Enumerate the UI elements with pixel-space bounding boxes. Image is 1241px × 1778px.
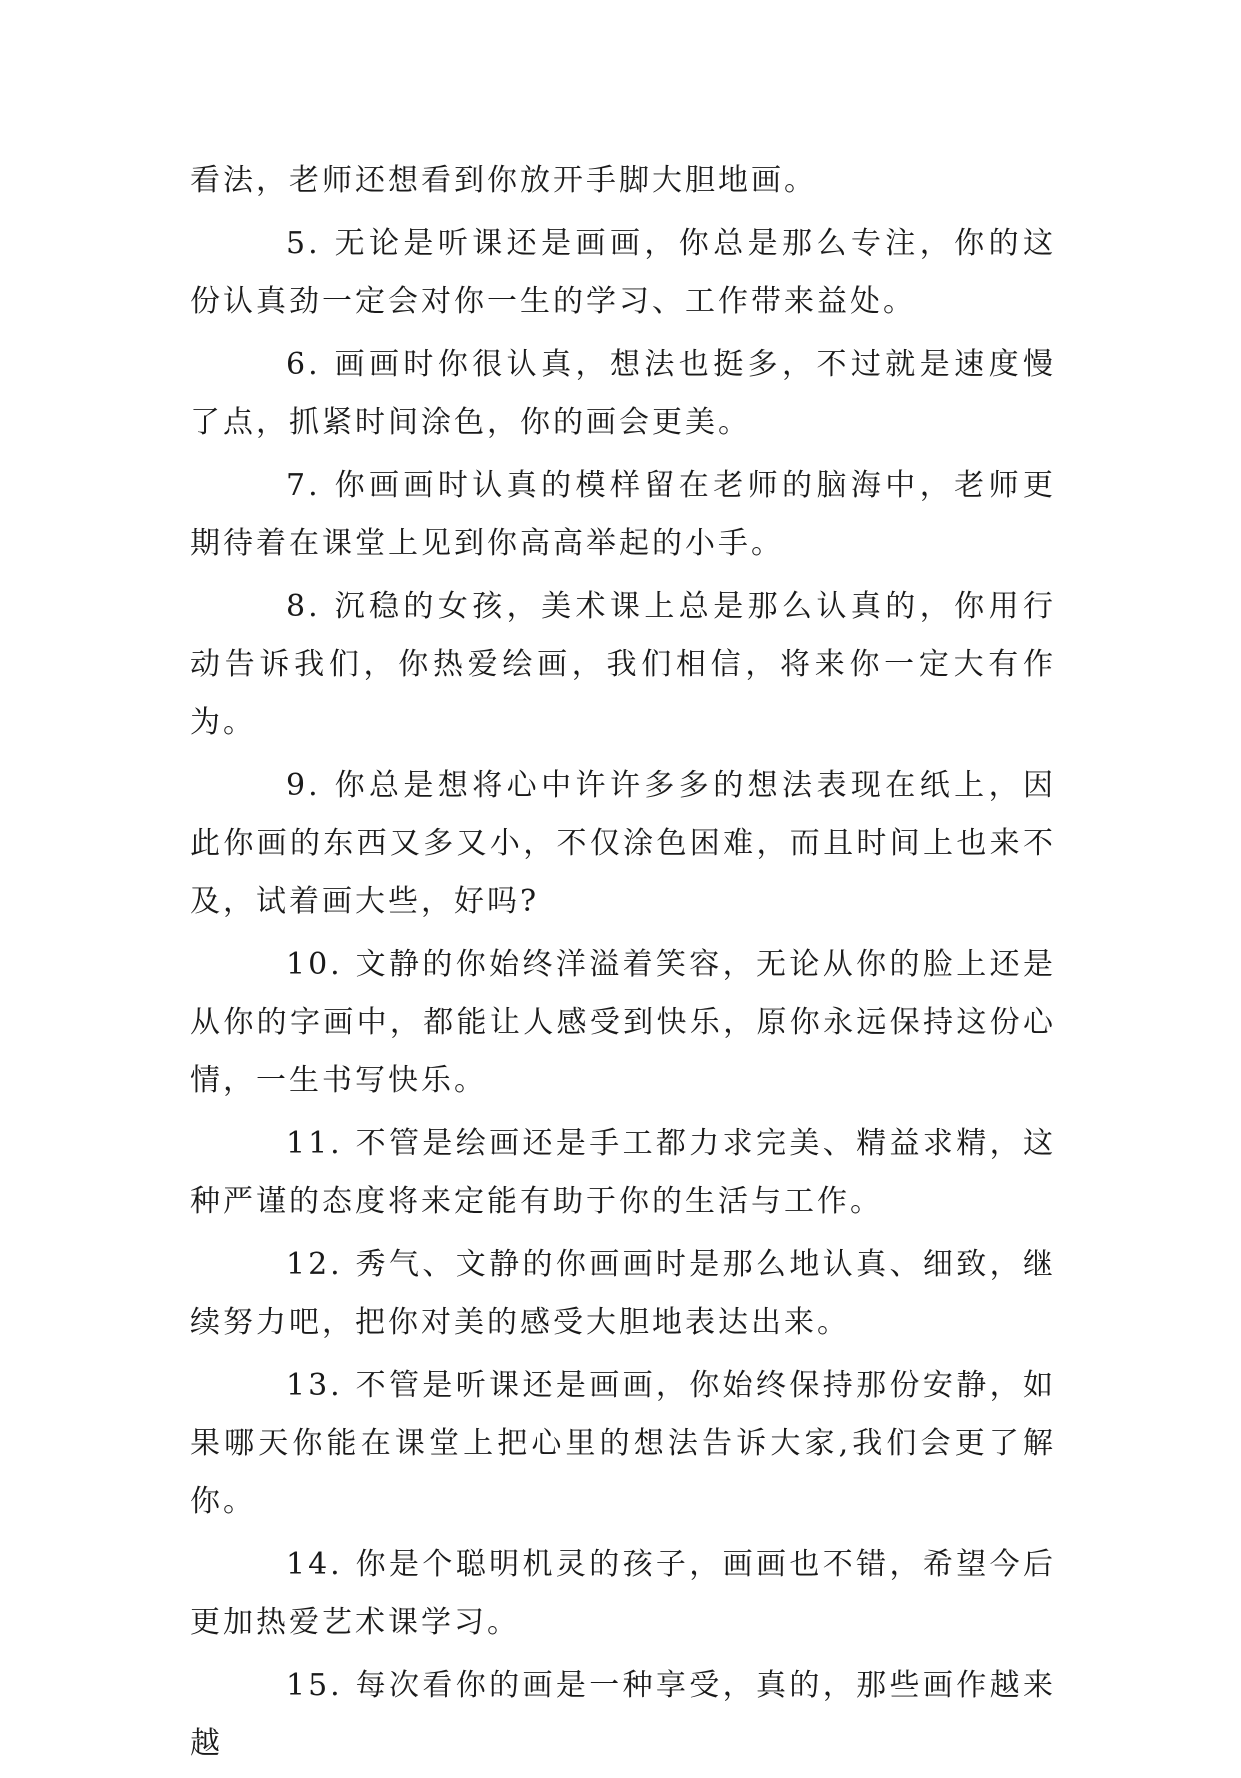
document-body: [190, 152, 1056, 1778]
paragraph-continuation: 看法，老师还想看到你放开手脚大胆地画。: [190, 163, 817, 198]
comment-item-8: 8. 沉稳的女孩，美术课上总是那么认真的，你用行动告诉我们，你热爱绘画，我们相信，将来你一定大有作为。: [190, 589, 1056, 740]
comment-item-9: 9. 你总是想将心中许许多多的想法表现在纸上，因此你画的东西又多又小，不仅涂色困难，而且时间上也来不及，试着画大些，好吗?: [190, 768, 1056, 919]
comment-item-11: 11. 不管是绘画还是手工都力求完美、精益求精，这种严谨的态度将来定能有助于你的生活与工作。: [190, 1126, 1056, 1219]
comment-item-12: 12. 秀气、文静的你画画时是那么地认真、细致，继续努力吧，把你对美的感受大胆地表达出来。: [190, 1247, 1056, 1340]
comment-item-14: 14. 你是个聪明机灵的孩子，画画也不错，希望今后更加热爱艺术课学习。: [190, 1547, 1056, 1640]
comment-item-15: 15. 每次看你的画是一种享受，真的，那些画作越来越: [190, 1668, 1056, 1761]
comment-item-10: 10. 文静的你始终洋溢着笑容，无论从你的脸上还是从你的字画中，都能让人感受到快乐，原你永远保持这份心情，一生书写快乐。: [190, 947, 1056, 1098]
comment-item-5: 5. 无论是听课还是画画，你总是那么专注，你的这份认真劲一定会对你一生的学习、工作带来益处。: [190, 226, 1056, 319]
comment-item-7: 7. 你画画时认真的模样留在老师的脑海中，老师更期待着在课堂上见到你高高举起的小手。: [190, 468, 1056, 561]
comment-item-6: 6. 画画时你很认真，想法也挺多，不过就是速度慢了点，抓紧时间涂色，你的画会更美。: [190, 347, 1056, 440]
comment-item-13: 13. 不管是听课还是画画，你始终保持那份安静，如果哪天你能在课堂上把心里的想法告诉大家,我们会更了解你。: [190, 1368, 1056, 1519]
